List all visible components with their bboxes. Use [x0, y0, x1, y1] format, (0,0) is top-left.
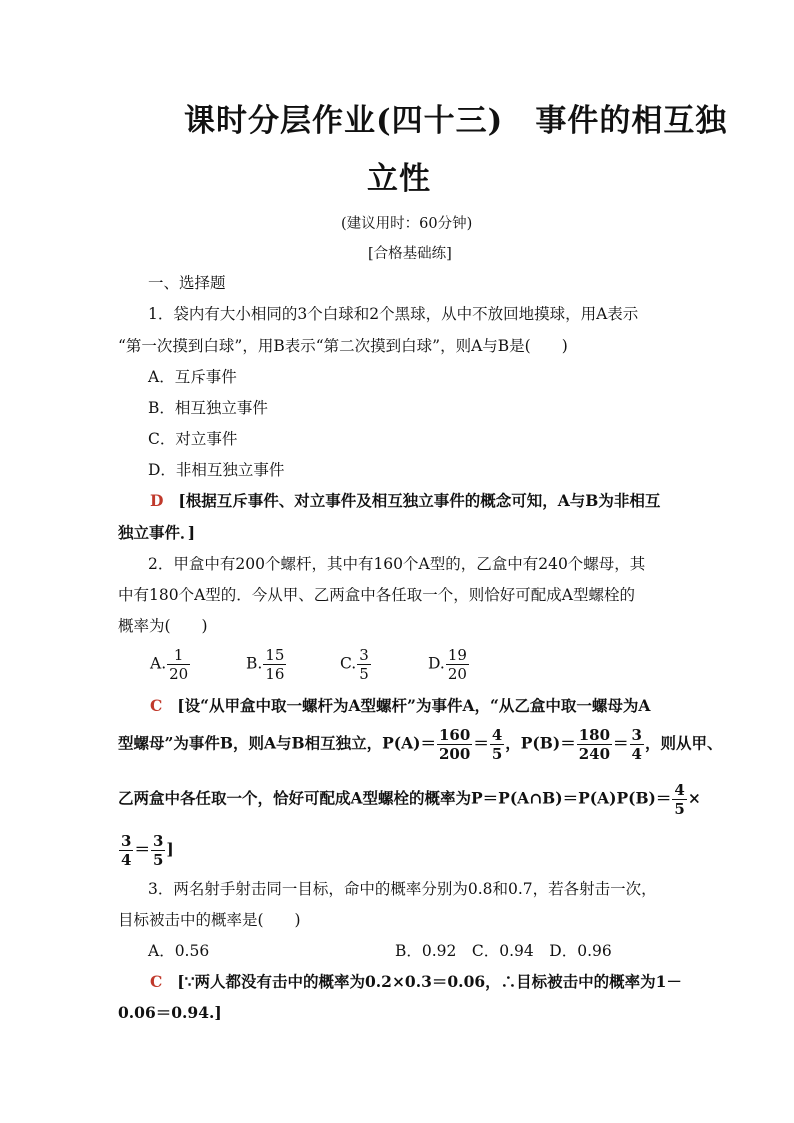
q2-stem-line2: 中有180个A型的．今从甲、乙两盒中各任取一个，则恰好可配成A型螺栓的	[118, 586, 635, 604]
q3-answer: C	[150, 972, 163, 991]
q2-explanation-line4: $\frac{3}{4}$ ＝ $\frac{3}{5}$ ]	[121, 832, 174, 869]
q2-stem-line1: 2．甲盒中有200个螺杆，其中有160个A型的，乙盒中有240个螺母，其	[148, 555, 646, 573]
q1-option-b: B．相互独立事件	[148, 399, 268, 417]
q1-explanation-line1	[150, 490, 660, 512]
q1-explanation-text: [根据互斥事件、对立事件及相互独立事件的概念可知，A与B为非相互	[178, 491, 661, 510]
fraction-180-240: $\frac{180}{240}$	[578, 726, 611, 763]
q2-option-b-fraction: $\frac{15}{16}$	[265, 646, 285, 683]
suggested-time: (建议用时：60分钟)	[341, 216, 473, 232]
q3-explanation-text: [∵两人都没有击中的概率为0.2×0.3＝0.06，∴目标被击中的概率为1－	[177, 972, 682, 991]
q2-stem-line3: 概率为( )	[118, 617, 208, 635]
q1-stem-line2: “第一次摸到白球”，用B表示“第二次摸到白球”，则A与B是( )	[118, 337, 568, 355]
q1-option-a: A．互斥事件	[148, 368, 237, 386]
q3-stem-line1: 3．两名射手射击同一目标，命中的概率分别为0.8和0.7，若各射击一次，	[148, 880, 657, 898]
q1-stem-line1: 1．袋内有大小相同的3个白球和2个黑球，从中不放回地摸球，用A表示	[148, 305, 639, 323]
q2-explanation-line2: 型螺母”为事件B，则A与B相互独立，P(A)＝ $\frac{160}{200}$ ＝ $\frac{4}{5}$ ，P(B)＝ $\frac{180}{240}$ ＝ $\frac{3}{4}$ ，则从甲、	[118, 726, 723, 763]
fraction-4-5: $\frac{4}{5}$	[491, 726, 503, 763]
q2-option-b: B. $\frac{15}{16}$	[246, 646, 285, 683]
q1-answer: D	[150, 491, 164, 510]
q2-option-d: D. $\frac{19}{20}$	[428, 646, 467, 683]
section-heading: 一、选择题	[148, 274, 226, 292]
q3-option-a: A．0.56	[148, 942, 210, 960]
q2-option-c: C. $\frac{3}{5}$	[340, 646, 369, 683]
q2-option-a-fraction: $\frac{1}{20}$	[169, 646, 189, 683]
q2-explanation-line1	[150, 695, 650, 717]
q2-answer: C	[150, 696, 163, 715]
q2-explanation-line3: 乙两盒中各任取一个，恰好可配成A型螺栓的概率为P＝P(A∩B)＝P(A)P(B)＝ $\frac{4}{5}$ ×	[118, 781, 701, 818]
q3-explanation-line1	[150, 971, 682, 993]
q2-option-d-fraction: $\frac{19}{20}$	[447, 646, 467, 683]
q3-explanation-line2: 0.06＝0.94.]	[118, 1003, 222, 1022]
level-label: [合格基础练]	[368, 246, 452, 262]
q2-option-c-fraction: $\frac{3}{5}$	[359, 646, 369, 683]
fraction-160-200: $\frac{160}{200}$	[439, 726, 471, 763]
q3-stem-line2: 目标被击中的概率是( )	[118, 911, 301, 929]
fraction-4-5-b: $\frac{4}{5}$	[674, 781, 685, 818]
q1-option-d: D．非相互独立事件	[148, 461, 285, 479]
fraction-3-5: $\frac{3}{5}$	[152, 832, 164, 869]
q2-option-a: A. $\frac{1}{20}$	[150, 646, 189, 683]
page-title-line1: 课时分层作业(四十三) 事件的相互独	[184, 103, 728, 139]
page-title-line2: 立性	[367, 161, 431, 197]
fraction-3-4-b: $\frac{3}{4}$	[121, 832, 132, 869]
q3-options-bcd: B．0.92 C．0.94 D．0.96	[395, 942, 612, 960]
q1-option-c: C．对立事件	[148, 430, 238, 448]
q1-explanation-line2: 独立事件．]	[118, 523, 196, 542]
fraction-3-4: $\frac{3}{4}$	[631, 726, 642, 763]
q2-explanation-text: [设“从甲盒中取一螺杆为A型螺杆”为事件A，“从乙盒中取一螺母为A	[177, 696, 651, 715]
